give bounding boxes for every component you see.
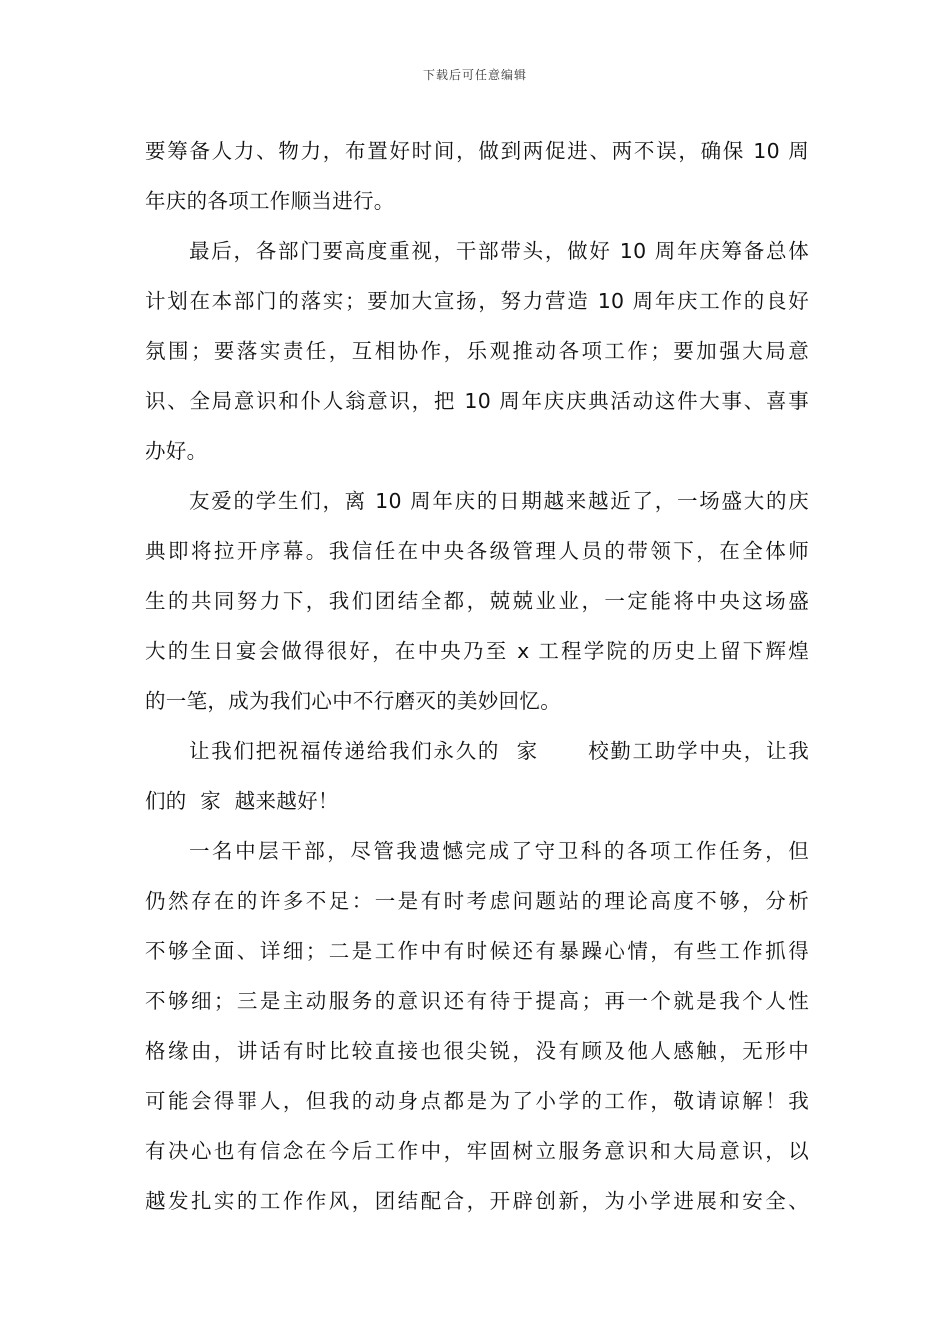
text-line: 可能会得罪人，但我的动身点都是为了小学的工作，敬请谅解！我 (145, 1089, 809, 1113)
text-line: 让我们把祝福传递给我们永久的 家 校勤工助学中央，让我 (189, 739, 809, 763)
text-line: 生的共同努力下，我们团结全都，兢兢业业，一定能将中央这场盛 (145, 589, 809, 613)
text-line: 友爱的学生们，离 10 周年庆的日期越来越近了，一场盛大的庆 (189, 489, 809, 513)
text-line: 要筹备人力、物力，布置好时间，做到两促进、两不误，确保 10 周 (145, 139, 809, 163)
text-line: 们的 家 越来越好！ (145, 789, 339, 813)
text-line: 年庆的各项工作顺当进行。 (145, 189, 395, 213)
text-line: 有决心也有信念在今后工作中，牢固树立服务意识和大局意识，以 (145, 1139, 809, 1163)
paragraph-2 (145, 226, 809, 476)
paragraph-3 (145, 476, 809, 726)
text-line: 计划在本部门的落实；要加大宣扬，努力营造 10 周年庆工作的良好 (145, 289, 809, 313)
text-line: 越发扎实的工作作风，团结配合，开辟创新，为小学进展和安全、 (145, 1189, 809, 1213)
text-line: 格缘由，讲话有时比较直接也很尖锐，没有顾及他人感触，无形中 (145, 1039, 809, 1063)
page-header: 下载后可任意编辑 (422, 68, 527, 82)
text-line: 典即将拉开序幕。我信任在中央各级管理人员的带领下，在全体师 (145, 539, 809, 563)
paragraph-1 (145, 126, 809, 226)
text-line: 一名中层干部，尽管我遗憾完成了守卫科的各项工作任务，但 (189, 839, 809, 863)
text-line: 仍然存在的许多不足：一是有时考虑问题站的理论高度不够，分析 (145, 889, 809, 913)
text-line: 识、全局意识和仆人翁意识，把 10 周年庆庆典活动这件大事、喜事 (145, 389, 809, 413)
text-line: 的一笔，成为我们心中不行磨灭的美妙回忆。 (145, 689, 561, 713)
text-line: 大的生日宴会做得很好，在中央乃至 x 工程学院的历史上留下辉煌 (145, 639, 809, 663)
paragraph-5 (145, 826, 809, 1226)
document-body (145, 126, 809, 1226)
text-line: 办好。 (145, 439, 208, 463)
text-line: 不够全面、详细；二是工作中有时候还有暴躁心情，有些工作抓得 (145, 939, 809, 963)
paragraph-4 (145, 726, 809, 826)
text-line: 最后，各部门要高度重视，干部带头，做好 10 周年庆筹备总体 (189, 239, 809, 263)
text-line: 不够细；三是主动服务的意识还有待于提高；再一个就是我个人性 (145, 989, 809, 1013)
text-line: 氛围；要落实责任，互相协作，乐观推动各项工作；要加强大局意 (145, 339, 809, 363)
